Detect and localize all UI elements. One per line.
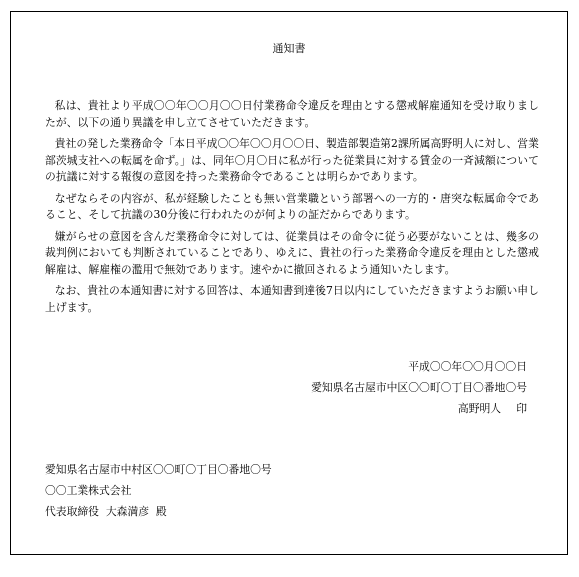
recipient-title: 代表取締役 (45, 505, 99, 518)
paragraph-1: 私は、貴社より平成〇〇年〇〇月〇〇日付業務命令違反を理由とする懲戒解雇通知を受け取りましたが、以下の通り異議を申し立てさせていただきます。 (45, 99, 539, 129)
sender-date: 平成〇〇年〇〇月〇〇日 (408, 360, 527, 373)
sender-seal: 印 (516, 402, 527, 415)
document-title: 通知書 (272, 42, 306, 55)
sender-block (311, 356, 527, 419)
paragraph-3: なぜならその内容が、私が経験したことも無い営業職という部署への一方的・唐突な転属命令であること、そして抗議の30分後に行われたのが何よりの証だからであります。 (45, 191, 539, 221)
recipient-representative (45, 501, 272, 522)
document-page (10, 11, 568, 555)
document-body (45, 98, 539, 321)
paragraph-2: 貴社の発した業務命令「本日平成〇〇年〇〇月〇〇日、製造部製造第2課所属高野明人に対し、営業部茨城支社への転属を命ず。」は、同年〇月〇日に私が行った従業員に対する賃金の一斉減額についての抗議に対する報復の意図を持った業務命令であることは明らかであります。 (45, 137, 539, 183)
paragraph-5: なお、貴社の本通知書に対する回答は、本通知書到達後7日以内にしていただきますようお願い申し上げます。 (45, 284, 539, 314)
recipient-block (45, 459, 272, 522)
recipient-address: 愛知県名古屋市中村区〇〇町〇丁目〇番地〇号 (45, 463, 272, 476)
sender-name: 高野明人 (457, 402, 502, 415)
recipient-company: 〇〇工業株式会社 (45, 484, 132, 497)
recipient-name: 大森満彦 (105, 505, 150, 518)
paragraph-4: 嫌がらせの意図を含んだ業務命令に対しては、従業員はその命令に従う必要がないことは、幾多の裁判例においても判断されていることであり、ゆえに、貴社の行った業務命令違反を理由とした懲戒解雇は、解雇権の濫用で無効であります。速やかに撤回されるよう通知いたします。 (45, 229, 539, 276)
sender-signature (311, 398, 527, 419)
recipient-honorific: 殿 (155, 505, 167, 518)
sender-address: 愛知県名古屋市中区〇〇町〇丁目〇番地〇号 (311, 381, 527, 394)
